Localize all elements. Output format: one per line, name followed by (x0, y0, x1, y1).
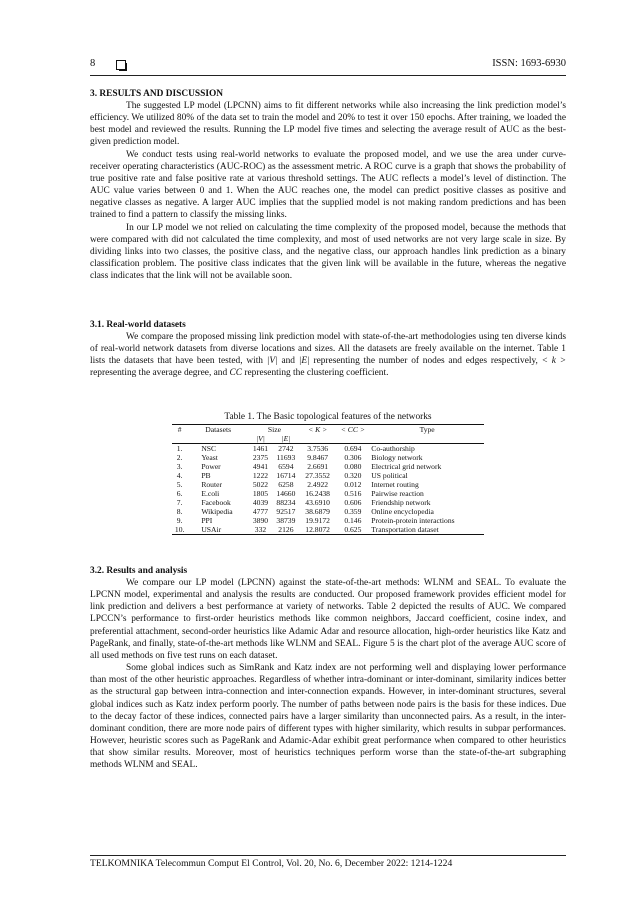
cell-cc: 0.306 (344, 453, 362, 462)
cell-num: 3. (176, 462, 183, 471)
cell-nodes: 1805 (252, 489, 269, 498)
cell-cc: 0.012 (344, 480, 362, 489)
cell-dataset: Wikipedia (201, 507, 233, 516)
cell-num: 2. (176, 453, 183, 462)
cell-edges: 38739 (276, 516, 296, 525)
paragraph: We compare our LP model (LPCNN) against the state-of-the-art methods: WLNM and SEAL. To evaluate the LPCNN model, experimental and analysis the results are conducted. Our proposed framework provides efficient model for link prediction and delivers a best performance at variety of networks. Table 2 depicted the results of AUC. We compared LPCCN’s performance to first-order heuristics methods like common neighbors, Jaccard coefficient, cosine index, and preferential attachment, second-order heuristics like Adamic Adar and resource allocation, high-order heuristics like Katz and PageRank, and finally, state-of-the-art methods like WLNM and SEAL. Figure 5 is the chart plot of the average AUC score of all used methods on five test runs on each dataset. (90, 578, 566, 661)
col-num: # (172, 425, 187, 435)
cell-nodes: 2375 (252, 453, 269, 462)
table-row (172, 507, 484, 516)
issn-label: ISSN: 1693-6930 (492, 58, 566, 69)
cell-nodes: 332 (249, 525, 272, 535)
table-row (172, 525, 484, 535)
table-row (172, 489, 484, 498)
cell-dataset: Power (201, 462, 221, 471)
text-run: and (281, 356, 295, 367)
cell-dataset: PB (201, 471, 211, 480)
table-row (172, 471, 484, 480)
cell-edges: 16714 (276, 471, 296, 480)
section-heading-datasets: 3.1. Real-world datasets (90, 320, 186, 330)
cell-edges: 6594 (278, 462, 294, 471)
section-datasets-body (90, 331, 566, 380)
empty-cell (172, 434, 187, 444)
cell-nodes: 3890 (252, 516, 269, 525)
math-symbol: |E| (281, 434, 291, 443)
cell-cc: 0.146 (344, 516, 362, 525)
cell-num: 10. (172, 525, 187, 535)
empty-cell (370, 434, 484, 444)
cell-type: Electrical grid network (371, 462, 442, 471)
cell-type: Protein-protein interactions (371, 516, 455, 525)
cell-cc: 0.694 (344, 444, 362, 453)
col-datasets: Datasets (187, 425, 249, 435)
cell-dataset: Facebook (201, 498, 231, 507)
cell-nodes: 4777 (252, 507, 269, 516)
header-rule (90, 75, 566, 76)
cell-edges: 88234 (276, 498, 296, 507)
cell-avg-degree: 3.7536 (307, 444, 329, 453)
cell-num: 7. (176, 498, 183, 507)
footer-rule (90, 855, 566, 856)
paragraph: Some global indices such as SimRank and Katz index are not performing well and displaying lower performance than most of the other heuristic approaches. Regardless of whether intra-dominant or inter-dominant, similarity indices better as the structural gap between intra-connection and inter-connection expands. However, in inter-dominant structures, several global indices such as Katz index perform poorly. The number of paths between node pairs is the basis for these indices. Due to the decay factor of these indices, connected pairs have a larger similarity than unconnected pairs. As a result, in the inter-dominant condition, there are more node pairs of different types with higher similarity, which results in subpar performances. However, heuristic scores such as PageRank and Adamic-Adar exhibit great performance when compared to other heuristics that show similar results. Moreover, most of heuristics techniques perform worse than the state-of-the-art subgraphing methods WLNM and SEAL. (90, 663, 566, 771)
cell-avg-degree: 38.6879 (305, 507, 330, 516)
cell-dataset: Yeast (201, 453, 218, 462)
cell-type: Online encyclopedia (371, 507, 434, 516)
col-size: Size (249, 425, 300, 435)
cell-type: Biology network (371, 453, 423, 462)
cell-cc: 0.080 (344, 462, 362, 471)
empty-cell (187, 434, 249, 444)
networks-table (172, 424, 484, 535)
cell-dataset: PPI (201, 516, 213, 525)
table-row (172, 480, 484, 489)
cell-num: 1. (176, 444, 183, 453)
text-run: representing the average degree, and (90, 368, 228, 379)
cell-num: 6. (176, 489, 183, 498)
cell-avg-degree: 27.3552 (305, 471, 330, 480)
table-header-row (172, 425, 484, 435)
section-heading-results-analysis: 3.2. Results and analysis (90, 566, 188, 576)
section-heading-results: 3. RESULTS AND DISCUSSION (90, 89, 224, 99)
cell-type: Pairwise reaction (371, 489, 424, 498)
section-analysis-body (90, 577, 566, 772)
cell-dataset: E.coli (201, 489, 220, 498)
cell-type: Transportation dataset (370, 525, 484, 535)
math-symbol: |V| (266, 356, 278, 367)
paragraph: We conduct tests using real-world networks to evaluate the proposed model, and we use the area under curve-receiver operating characteristics (AUC-ROC) as the assessment metric. A ROC curve is a graph that shows the probability of true positive rate and false positive rate at various threshold settings. The AUC reflects a model’s level of distinction. The AUC value varies between 0 and 1. When the AUC reaches one, the model can predict positive classes as positive and negative classes as negative. A larger AUC implies that the supplied model is not making random predictions and has been trained to find a pattern to classify the missing links. (90, 149, 566, 221)
text-run: representing the clustering coefficient. (244, 368, 389, 379)
cell-avg-degree: 2.4922 (307, 480, 329, 489)
math-symbol: < K > (308, 425, 328, 434)
cell-cc: 0.320 (344, 471, 362, 480)
math-symbol: < CC > (340, 425, 365, 434)
table-row (172, 453, 484, 462)
cell-cc: 0.516 (344, 489, 362, 498)
cell-avg-degree: 2.6691 (307, 462, 329, 471)
table-subheader-row (172, 434, 484, 444)
cell-cc: 0.625 (335, 525, 370, 535)
empty-cell (335, 434, 370, 444)
cell-dataset: USAir (187, 525, 249, 535)
math-symbol: < k > (541, 356, 567, 367)
table-row (172, 516, 484, 525)
paragraph: The suggested LP model (LPCNN) aims to fit different networks while also increasing the link prediction model’s efficiency. We utilized 80% of the data set to train the model and 20% to test it over 150 epochs. After training, we loaded the best model and reviewed the results. Running the LP model five times and selecting the average result of AUC as the best-given prediction model. (90, 101, 566, 148)
cell-avg-degree: 43.6910 (305, 498, 330, 507)
col-e (272, 434, 300, 444)
table-row (172, 444, 484, 454)
cell-avg-degree: 12.8072 (300, 525, 336, 535)
cell-num: 9. (176, 516, 183, 525)
cell-dataset: NSC (201, 444, 217, 453)
cell-type: Internet routing (371, 480, 419, 489)
page-number: 8 (90, 58, 96, 69)
running-footer: TELKOMNIKA Telecommun Comput El Control, Vol. 20, No. 6, December 2022: 1214-1224 (90, 858, 453, 869)
math-symbol: CC (229, 368, 243, 379)
text-run: representing the number of nodes and edges respectively, (313, 356, 538, 367)
cell-cc: 0.359 (344, 507, 362, 516)
cell-type: US political (371, 471, 408, 480)
cell-dataset: Router (201, 480, 222, 489)
cell-num: 5. (176, 480, 183, 489)
table-caption: Table 1. The Basic topological features of the networks (224, 412, 432, 422)
cell-nodes: 1461 (252, 444, 269, 453)
cell-edges: 2126 (272, 525, 300, 535)
cell-edges: 2742 (278, 444, 294, 453)
section-results-body (90, 100, 566, 282)
text-run: We compare the proposed missing link prediction model with state-of-the-art methodologies using ten diverse kinds of real-world network datasets from diverse locations and sizes. All the datasets are freely available on the internet. Table 1 lists the datasets that have been tested, with (90, 332, 566, 367)
col-k (300, 425, 336, 435)
table-row (172, 462, 484, 471)
cell-num: 4. (176, 471, 183, 480)
math-symbol: |V| (256, 434, 265, 443)
table-row (172, 498, 484, 507)
cell-nodes: 5022 (252, 480, 269, 489)
cell-avg-degree: 19.9172 (305, 516, 330, 525)
cell-cc: 0.606 (344, 498, 362, 507)
cell-edges: 92517 (276, 507, 296, 516)
paragraph: In our LP model we not relied on calculating the time complexity of the proposed model, because the methods that were compared with did not calculated the time complexity, and most of used networks are not very large scale in size. By dividing links into two classes, the positive class, and the negative class, our approach handles link prediction as a binary classification problem. The positive class indicates that the given link will be available in the future, whereas the negative class indicates that the link will not be available soon. (90, 222, 566, 282)
cell-avg-degree: 16.2438 (305, 489, 330, 498)
col-v (249, 434, 272, 444)
cell-nodes: 4941 (252, 462, 269, 471)
cell-type: Co-authorship (371, 444, 415, 453)
cell-edges: 6258 (278, 480, 294, 489)
cell-edges: 14660 (276, 489, 296, 498)
cell-num: 8. (176, 507, 183, 516)
checkbox-square-icon (116, 60, 126, 70)
cell-type: Friendship network (371, 498, 431, 507)
cell-nodes: 1222 (252, 471, 269, 480)
col-cc (335, 425, 370, 435)
cell-nodes: 4039 (252, 498, 269, 507)
math-symbol: |E| (298, 356, 310, 367)
cell-edges: 11693 (276, 453, 296, 462)
paragraph (90, 331, 566, 380)
empty-cell (300, 434, 336, 444)
cell-avg-degree: 9.8467 (307, 453, 329, 462)
running-header (90, 58, 566, 74)
col-type: Type (370, 425, 484, 435)
